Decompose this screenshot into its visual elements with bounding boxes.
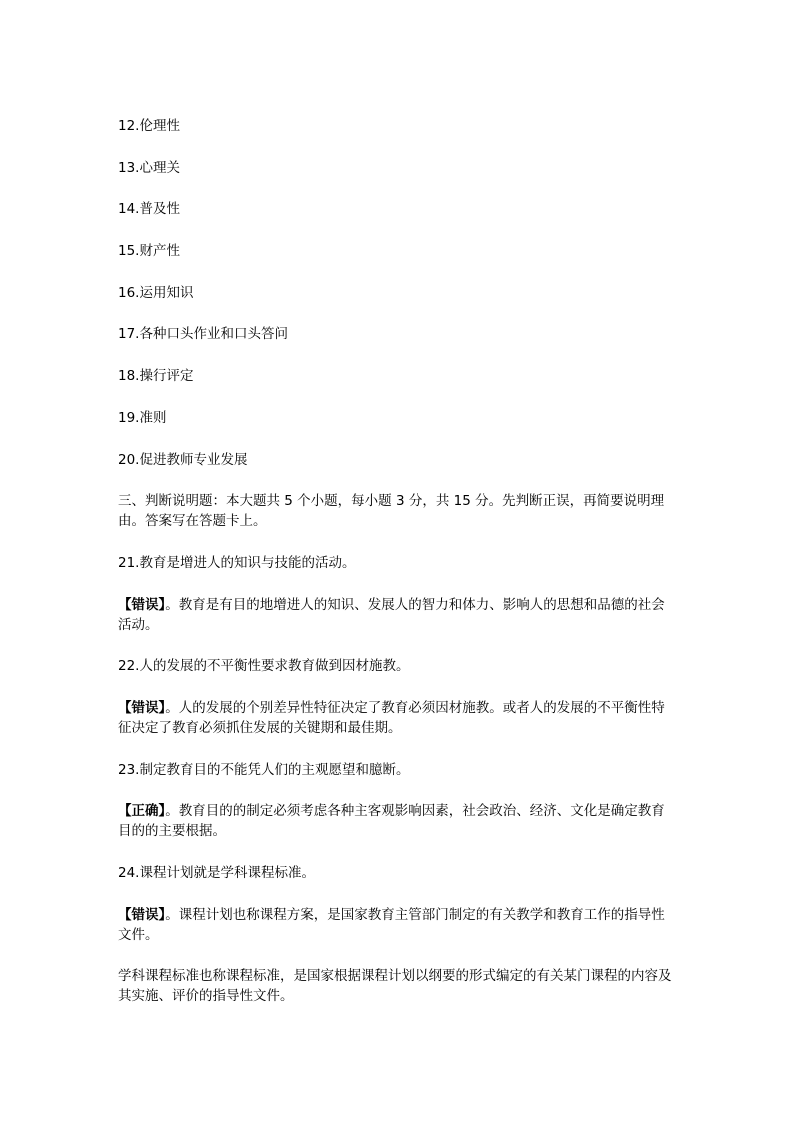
question-23-answer <box>118 801 678 841</box>
answer-item-13: 13.心理关 <box>118 159 180 176</box>
answer-explanation: 。人的发展的个别差异性特征决定了教育必须因材施教。或者人的发展的不平衡性特征决定了教育必须抓住发展的关键期和最佳期。 <box>118 699 665 736</box>
answer-item-12: 12.伦理性 <box>118 118 180 134</box>
answer-explanation: 。课程计划也称课程方案，是国家教育主管部门制定的有关教学和教育工作的指导性文件。 <box>118 906 665 943</box>
section-heading: 三、判断说明题：本大题共 5 个小题，每小题 3 分，共 15 分。先判断正误，再简要说明理由。答案写在答题卡上。 <box>118 493 665 530</box>
verdict-label: 【错误】 <box>118 596 166 613</box>
verdict-label: 【正确】 <box>118 803 166 820</box>
answer-item-20: 20.促进教师专业发展 <box>118 451 248 468</box>
answer-item-16: 16.运用知识 <box>118 284 194 301</box>
verdict-label: 【错误】 <box>118 699 166 716</box>
closing-paragraph: 学科课程标准也称课程标准，是国家根据课程计划以纲要的形式编定的有关某门课程的内容及其实施、评价的指导性文件。 <box>118 968 672 1005</box>
answer-item-15: 15.财产性 <box>118 243 180 260</box>
question-24-prompt: 24.课程计划就是学科课程标准。 <box>118 865 315 881</box>
question-22-prompt: 22.人的发展的不平衡性要求教育做到因材施教。 <box>118 658 410 675</box>
question-24-answer <box>118 905 678 945</box>
answer-item-17: 17.各种口头作业和口头答问 <box>118 326 288 343</box>
answer-explanation: 。教育是有目的地增进人的知识、发展人的智力和体力、影响人的思想和品德的社会活动。 <box>118 596 665 633</box>
answer-item-19: 19.准则 <box>118 409 167 426</box>
answer-item-14: 14.普及性 <box>118 201 180 218</box>
question-22-answer <box>118 698 678 738</box>
answer-explanation: 。教育目的的制定必须考虑各种主客观影响因素，社会政治、经济、文化是确定教育目的的主要根据。 <box>118 803 665 840</box>
question-23-prompt: 23.制定教育目的不能凭人们的主观愿望和臆断。 <box>118 761 410 778</box>
document-body <box>118 116 678 1006</box>
question-21-answer <box>118 595 678 635</box>
question-21-prompt: 21.教育是增进人的知识与技能的活动。 <box>118 554 356 571</box>
verdict-label: 【错误】 <box>118 906 166 923</box>
answer-item-18: 18.操行评定 <box>118 368 194 385</box>
